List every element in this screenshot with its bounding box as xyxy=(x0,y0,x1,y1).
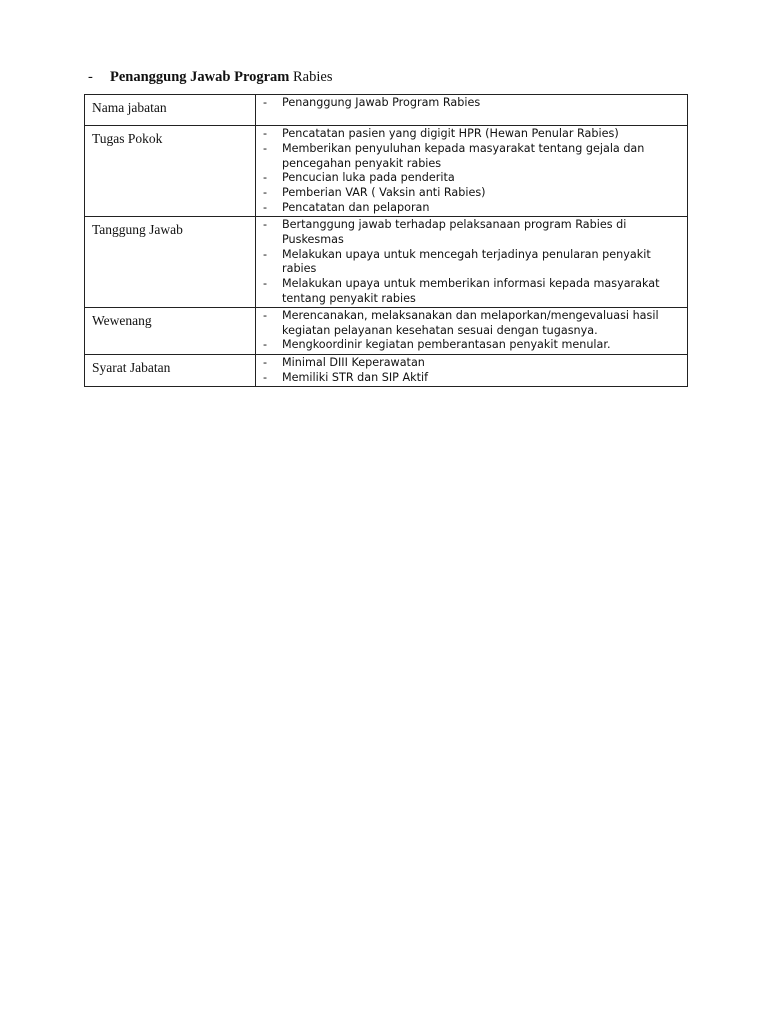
list-item xyxy=(256,371,677,386)
table-row-tugas-pokok xyxy=(85,126,688,217)
row-items-cell xyxy=(256,354,688,386)
row-label: Wewenang xyxy=(85,307,256,354)
bullet-mark: - xyxy=(263,355,268,369)
list-item-text: Memberikan penyuluhan kepada masyarakat tentang gejala dan pencegahan penyakit rabies xyxy=(282,141,645,170)
list-item-text: Minimal DIII Keperawatan xyxy=(282,355,425,369)
list-item-text: Bertanggung jawab terhadap pelaksanaan program Rabies di Puskesmas xyxy=(282,218,627,246)
heading-bold-text: Penanggung Jawab Program xyxy=(110,69,290,85)
row-items-cell xyxy=(256,95,688,126)
list-item-text: Merencanakan, melaksanakan dan melaporkan/mengevaluasi hasil kegiatan pelayanan kesehatan sesuai dengan tugasnya. xyxy=(282,308,659,337)
bullet-mark: - xyxy=(263,200,268,214)
table-row-nama-jabatan xyxy=(85,95,688,126)
table-row-wewenang xyxy=(85,307,688,354)
bullet-mark: - xyxy=(263,370,268,384)
table-row-tanggung-jawab xyxy=(85,217,688,308)
bullet-mark: - xyxy=(263,277,268,291)
row-items-cell xyxy=(256,217,688,308)
list-item xyxy=(256,218,677,248)
list-item xyxy=(256,142,677,172)
list-item xyxy=(256,277,677,307)
bullet-mark: - xyxy=(263,338,268,352)
bullet-mark: - xyxy=(263,247,268,261)
list-item-text: Pencucian luka pada penderita xyxy=(282,171,455,185)
bullet-list xyxy=(256,356,677,386)
list-item-text: Pencatatan pasien yang digigit HPR (Hewan Penular Rabies) xyxy=(282,127,619,140)
list-item xyxy=(256,201,677,216)
list-item-text: Melakukan upaya untuk memberikan informasi kepada masyarakat tentang penyakit rabies xyxy=(282,277,660,305)
bullet-mark: - xyxy=(263,141,268,155)
job-description-table xyxy=(84,94,688,387)
row-label: Tanggung Jawab xyxy=(85,217,256,308)
section-heading xyxy=(88,67,332,87)
row-items-cell xyxy=(256,126,688,217)
bullet-mark: - xyxy=(263,308,268,322)
list-item xyxy=(256,309,677,339)
heading-normal-text: Rabies xyxy=(289,69,333,85)
bullet-mark: - xyxy=(263,96,268,109)
list-item-text: Mengkoordinir kegiatan pemberantasan penyakit menular. xyxy=(282,338,611,352)
list-item xyxy=(256,186,677,201)
list-item xyxy=(256,171,677,186)
bullet-mark: - xyxy=(263,171,268,185)
heading-dash: - xyxy=(88,69,93,85)
row-label: Nama jabatan xyxy=(85,95,256,126)
bullet-mark: - xyxy=(263,218,268,231)
row-label: Tugas Pokok xyxy=(85,126,256,217)
bullet-list xyxy=(256,309,677,353)
bullet-mark: - xyxy=(263,127,268,140)
bullet-mark: - xyxy=(263,186,268,200)
bullet-list xyxy=(256,96,677,111)
list-item xyxy=(256,96,677,111)
list-item xyxy=(256,338,677,353)
row-label: Syarat Jabatan xyxy=(85,354,256,386)
bullet-list xyxy=(256,127,677,216)
table-row-syarat-jabatan xyxy=(85,354,688,386)
list-item xyxy=(256,356,677,371)
list-item-text: Pemberian VAR ( Vaksin anti Rabies) xyxy=(282,186,486,200)
row-items-cell xyxy=(256,307,688,354)
list-item-text: Melakukan upaya untuk mencegah terjadinya penularan penyakit rabies xyxy=(282,247,651,276)
list-item xyxy=(256,248,677,278)
list-item xyxy=(256,127,677,142)
list-item-text: Pencatatan dan pelaporan xyxy=(282,200,430,214)
list-item-text: Penanggung Jawab Program Rabies xyxy=(282,96,481,109)
bullet-list xyxy=(256,218,677,307)
list-item-text: Memiliki STR dan SIP Aktif xyxy=(282,370,429,384)
